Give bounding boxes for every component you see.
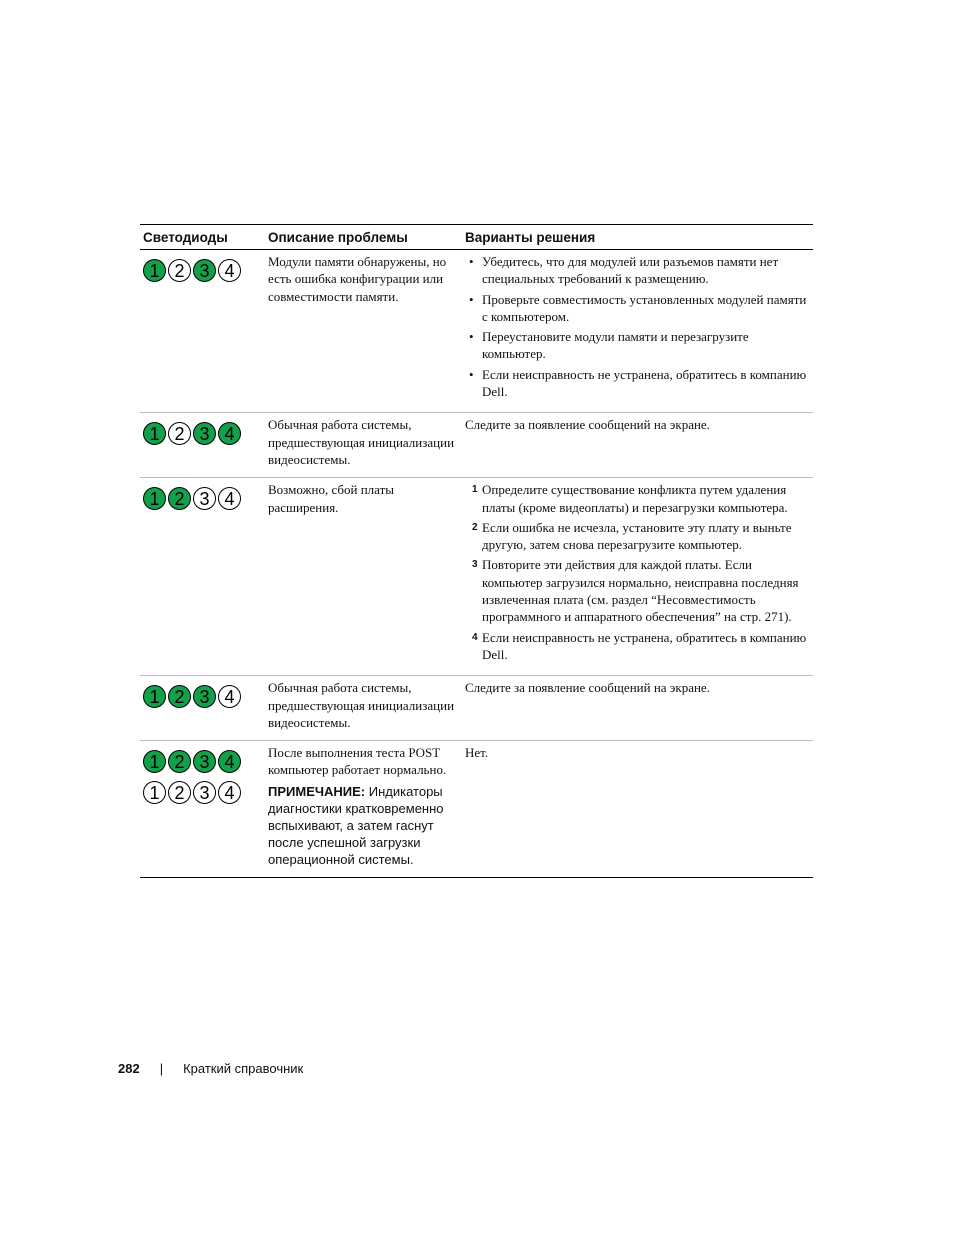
problem-description-cell xyxy=(265,413,462,478)
solution-text: Если неисправность не устранена, обратитесь в компанию Dell. xyxy=(482,629,807,662)
step-number: 2 xyxy=(472,521,478,533)
problem-description: Обычная работа системы, предшествующая инициализации видеосистемы. xyxy=(268,680,455,730)
problem-description-cell xyxy=(265,741,462,878)
list-item xyxy=(465,291,813,326)
page-footer xyxy=(118,1061,303,1076)
diagnostic-led-4-off: 4 xyxy=(218,487,241,510)
step-number: 3 xyxy=(472,559,478,571)
diagnostic-led-3-on: 3 xyxy=(193,685,216,708)
problem-description-cell xyxy=(265,250,462,413)
table-row xyxy=(140,478,813,676)
diagnostic-led-2-on: 2 xyxy=(168,685,191,708)
header-description: Описание проблемы xyxy=(265,225,462,250)
led-pattern-cell xyxy=(140,741,265,878)
table-header-row xyxy=(140,225,813,250)
list-item xyxy=(465,556,813,625)
diagnostic-led-4-off: 4 xyxy=(218,259,241,282)
solution-text: Нет. xyxy=(465,745,489,761)
diagnostic-led-2-off: 2 xyxy=(168,781,191,804)
diagnostic-led-1-on: 1 xyxy=(143,685,166,708)
note-text: Индикаторы диагностики кратковременно вспыхивают, а затем гаснут после успешной загрузки операционной системы. xyxy=(268,783,444,867)
header-solutions: Варианты решения xyxy=(462,225,813,250)
list-item xyxy=(465,328,813,363)
diagnostic-led-4-on: 4 xyxy=(218,422,241,445)
table-row xyxy=(140,676,813,741)
solutions-cell xyxy=(462,741,813,878)
led-group xyxy=(143,685,265,708)
solution-text: Проверьте совместимость установленных модулей памяти с компьютером. xyxy=(482,291,807,324)
solution-text: Следите за появление сообщений на экране. xyxy=(465,680,710,696)
diagnostic-led-1-on: 1 xyxy=(143,259,166,282)
led-pattern-cell xyxy=(140,478,265,676)
table-row xyxy=(140,413,813,478)
solutions-cell xyxy=(462,413,813,478)
diagnostic-led-2-off: 2 xyxy=(168,259,191,282)
diagnostic-led-1-on: 1 xyxy=(143,422,166,445)
diagnostic-led-4-on: 4 xyxy=(218,750,241,773)
list-item xyxy=(465,253,813,288)
list-item xyxy=(465,366,813,401)
list-item xyxy=(465,481,813,516)
footer-separator: | xyxy=(159,1061,164,1076)
table-row xyxy=(140,741,813,878)
led-group xyxy=(143,422,265,445)
solution-step-list xyxy=(465,481,813,663)
diagnostic-led-4-off: 4 xyxy=(218,781,241,804)
diagnostic-led-1-on: 1 xyxy=(143,487,166,510)
problem-description: После выполнения теста POST компьютер работает нормально. xyxy=(268,745,447,778)
solution-text: Если ошибка не исчезла, установите эту плату и выньте другую, затем снова перезагрузите компьютер. xyxy=(482,519,792,553)
led-group xyxy=(143,487,265,510)
diagnostic-led-2-on: 2 xyxy=(168,750,191,773)
led-group xyxy=(143,750,265,773)
note-label: ПРИМЕЧАНИЕ: xyxy=(268,783,366,799)
solution-text: Переустановите модули памяти и перезагрузите компьютер. xyxy=(482,329,749,362)
list-item xyxy=(465,629,813,664)
step-number: 4 xyxy=(472,631,478,643)
solutions-cell xyxy=(462,676,813,741)
solutions-cell xyxy=(462,250,813,413)
diagnostic-led-3-on: 3 xyxy=(193,422,216,445)
solution-text: Убедитесь, что для модулей или разъемов памяти нет специальных требований к размещению. xyxy=(482,254,779,287)
solutions-cell xyxy=(462,478,813,676)
header-leds: Светодиоды xyxy=(140,225,265,250)
solution-text: Следите за появление сообщений на экране. xyxy=(465,417,710,433)
led-pattern-cell xyxy=(140,250,265,413)
diagnostic-led-3-off: 3 xyxy=(193,781,216,804)
problem-description: Обычная работа системы, предшествующая инициализации видеосистемы. xyxy=(268,417,455,467)
table-row xyxy=(140,250,813,413)
diagnostic-led-3-on: 3 xyxy=(193,750,216,773)
led-group xyxy=(143,259,265,282)
problem-description: Возможно, сбой платы расширения. xyxy=(268,482,395,515)
diagnostic-led-1-off: 1 xyxy=(143,781,166,804)
diagnostic-led-3-on: 3 xyxy=(193,259,216,282)
diagnostic-led-3-off: 3 xyxy=(193,487,216,510)
diagnostic-lights-table xyxy=(140,224,813,878)
step-number: 1 xyxy=(472,484,478,496)
footer-title: Краткий справочник xyxy=(183,1061,304,1076)
note xyxy=(268,783,462,868)
diagnostic-led-4-off: 4 xyxy=(218,685,241,708)
solution-text: Повторите эти действия для каждой платы. Если компьютер загрузился нормально, неисправна последняя извлеченная плата (см. раздел “Несовместимость программного и аппаратного обеспечения” на стр. 271). xyxy=(482,557,799,625)
diagnostic-led-2-on: 2 xyxy=(168,487,191,510)
solution-bullet-list xyxy=(465,253,813,400)
diagnostic-led-2-off: 2 xyxy=(168,422,191,445)
problem-description: Модули памяти обнаружены, но есть ошибка конфигурации или совместимости памяти. xyxy=(268,254,447,304)
problem-description-cell xyxy=(265,478,462,676)
list-item xyxy=(465,519,813,554)
problem-description-cell xyxy=(265,676,462,741)
led-group xyxy=(143,781,265,804)
led-pattern-cell xyxy=(140,676,265,741)
solution-text: Если неисправность не устранена, обратитесь в компанию Dell. xyxy=(482,366,807,400)
led-pattern-cell xyxy=(140,413,265,478)
diagnostic-led-1-on: 1 xyxy=(143,750,166,773)
page-number: 282 xyxy=(118,1061,140,1076)
solution-text: Определите существование конфликта путем удаления платы (кроме видеоплаты) и перезагрузки компьютера. xyxy=(482,482,788,515)
